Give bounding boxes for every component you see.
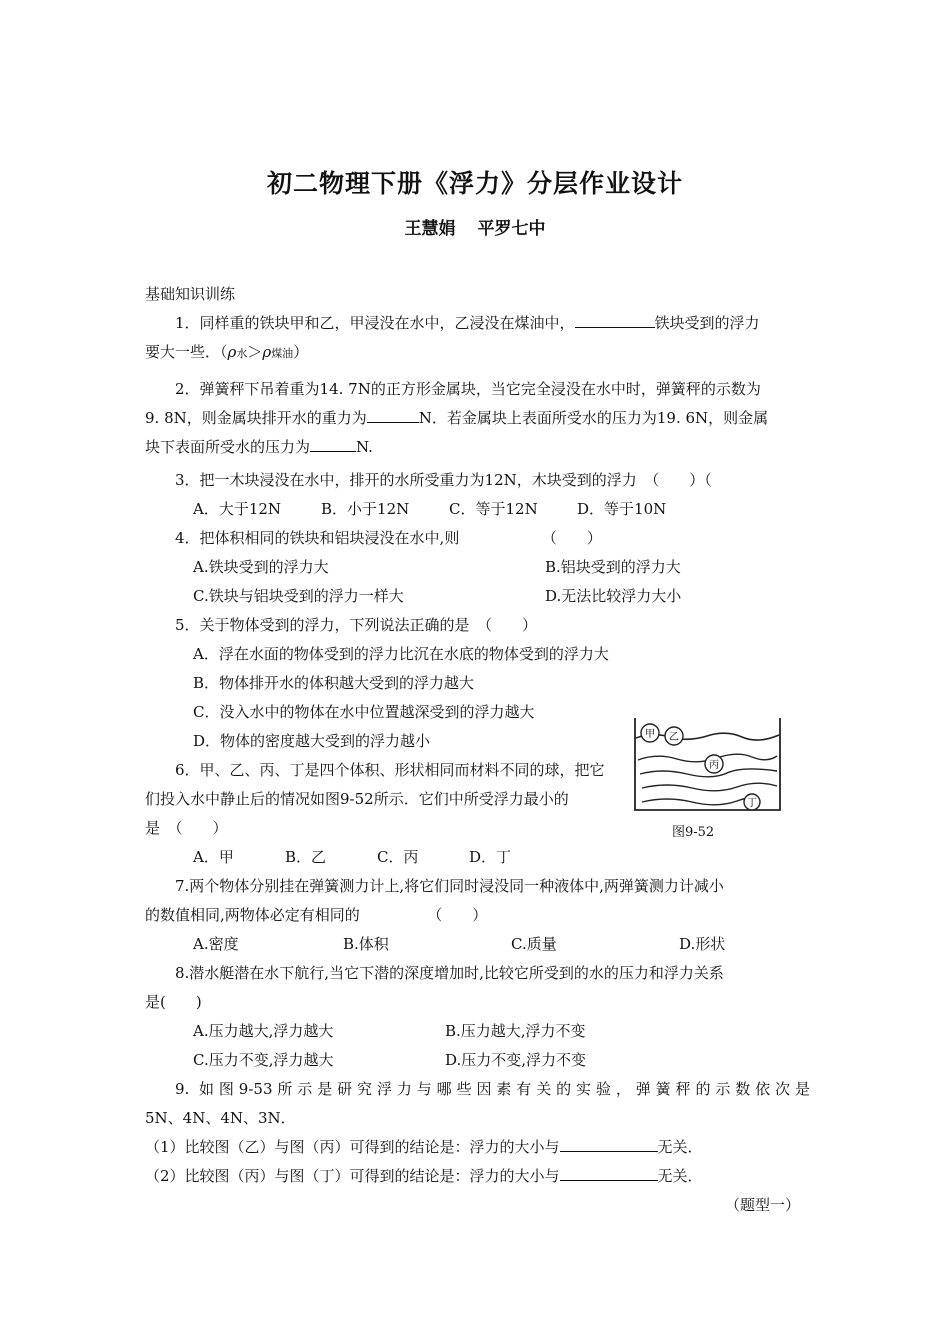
option-b[interactable]: B．物体排开水的体积越大受到的浮力越大 [193, 674, 475, 692]
answer-blank[interactable] [560, 1163, 658, 1181]
option-a[interactable]: A.压力越大,浮力越大 [193, 1022, 334, 1040]
question-8-cont: 是( ) [145, 993, 202, 1011]
option-c[interactable]: C．丙 [377, 848, 419, 866]
author-name: 王慧娟 [404, 219, 456, 239]
question-type-tag: （题型一） [724, 1196, 800, 1214]
question-5: 5．关于物体受到的浮力，下列说法正确的是 （ ） [175, 616, 538, 634]
question-8-options-row1 [145, 1017, 810, 1046]
option-a[interactable]: A．甲 [193, 848, 234, 866]
question-6-options [145, 843, 810, 872]
option-d[interactable]: D．丁 [469, 848, 512, 866]
question-7-cont: 的数值相同,两物体必定有相同的 （ ） [145, 906, 488, 924]
question-1: 1．同样重的铁块甲和乙，甲浸没在水中，乙浸没在煤油中， 铁块受到的浮力 [145, 309, 810, 338]
ball-yi [665, 727, 683, 745]
svg-text:丁: 丁 [747, 798, 757, 809]
figure-caption: 图9-52 [672, 825, 715, 840]
question-1-cont: 要大一些．（ρ水＞ρ煤油） [145, 343, 309, 361]
author-school: 平罗七中 [477, 219, 546, 239]
option-d[interactable]: D.压力不变,浮力不变 [445, 1051, 587, 1069]
question-9-sub-1: （1）比较图（乙）与图（丙）可得到的结论是：浮力的大小与 无关． [145, 1133, 810, 1162]
question-4: 4．把体积相同的铁块和铝块浸没在水中,则 （ ） [175, 529, 602, 547]
ball-jia [641, 724, 659, 742]
option-c[interactable]: C．没入水中的物体在水中位置越深受到的浮力越大 [193, 703, 535, 721]
answer-blank[interactable] [367, 405, 419, 423]
option-d[interactable]: D．物体的密度越大受到的浮力越小 [193, 732, 431, 750]
question-3-options [145, 495, 810, 524]
option-a[interactable]: A.密度 [193, 935, 239, 953]
section-heading: 基础知识训练 [145, 285, 236, 303]
svg-text:乙: 乙 [669, 732, 679, 743]
option-c[interactable]: C.质量 [511, 935, 557, 953]
water-wave-line [642, 783, 777, 791]
option-c[interactable]: C.铁块与铝块受到的浮力一样大 [193, 587, 404, 605]
svg-text:丙: 丙 [709, 760, 719, 771]
water-wave-line [642, 797, 753, 805]
question-4-options-row2 [145, 582, 810, 611]
option-b[interactable]: B.压力越大,浮力不变 [445, 1022, 586, 1040]
option-b[interactable]: B．小于12N [321, 500, 410, 518]
question-8-options-row2 [145, 1046, 810, 1075]
option-d[interactable]: D.形状 [679, 935, 726, 953]
svg-text:甲: 甲 [645, 729, 655, 740]
water-container-diagram [632, 716, 784, 814]
option-d[interactable]: D.无法比较浮力大小 [545, 587, 682, 605]
question-6-cont: 们投入水中静止后的情况如图9-52所示．它们中所受浮力最小的 [145, 790, 569, 808]
question-2: 2．弹簧秤下吊着重为14. 7N的正方形金属块，当它完全浸没在水中时，弹簧秤的示数为 [175, 380, 761, 398]
answer-blank[interactable] [575, 310, 655, 328]
figure-9-52 [632, 716, 784, 840]
option-b[interactable]: B.体积 [343, 935, 389, 953]
question-7-options [145, 930, 810, 959]
question-8: 8.潜水艇潜在水下航行,当它下潜的深度增加时,比较它所受到的水的压力和浮力关系 [175, 964, 724, 982]
option-b[interactable]: B．乙 [285, 848, 327, 866]
question-6-cont2: 是 （ ） [145, 819, 228, 837]
question-4-options-row1 [145, 553, 810, 582]
question-2-cont2: 块下表面所受水的压力为 N. [145, 433, 810, 462]
question-9-cont: 5N、4N、4N、3N． [145, 1109, 296, 1127]
question-6: 6．甲、乙、丙、丁是四个体积、形状相同而材料不同的球，把它 [175, 761, 605, 779]
option-c[interactable]: C.压力不变,浮力越大 [193, 1051, 334, 1069]
option-a[interactable]: A．大于12N [193, 500, 282, 518]
option-a[interactable]: A.铁块受到的浮力大 [193, 558, 329, 576]
ball-bing [705, 755, 723, 773]
option-d[interactable]: D．等于10N [577, 500, 667, 518]
question-2-cont: 9. 8N，则金属块排开水的重力为 N．若金属块上表面所受水的压力为19. 6N，则金属 [145, 404, 810, 433]
answer-blank[interactable] [310, 434, 356, 452]
answer-blank[interactable] [560, 1134, 658, 1152]
document-title: 初二物理下册《浮力》分层作业设计 [266, 169, 683, 198]
ball-ding [744, 794, 760, 810]
question-9-sub-2: （2）比较图（丙）与图（丁）可得到的结论是：浮力的大小与 无关． [145, 1162, 810, 1191]
option-c[interactable]: C．等于12N [449, 500, 538, 518]
question-3: 3．把一木块浸没在水中，排开的水所受重力为12N，木块受到的浮力 （ ）（ [175, 471, 712, 489]
question-9: 9. 如图9-53所示是研究浮力与哪些因素有关的实验，弹簧秤的示数依次是 [175, 1080, 810, 1098]
option-b[interactable]: B.铝块受到的浮力大 [545, 558, 681, 576]
option-a[interactable]: A．浮在水面的物体受到的浮力比沉在水底的物体受到的浮力大 [193, 645, 609, 663]
question-7: 7.两个物体分别挂在弹簧测力计上,将它们同时浸没同一种液体中,两弹簧测力计减小 [175, 877, 724, 895]
author-line [0, 214, 950, 239]
